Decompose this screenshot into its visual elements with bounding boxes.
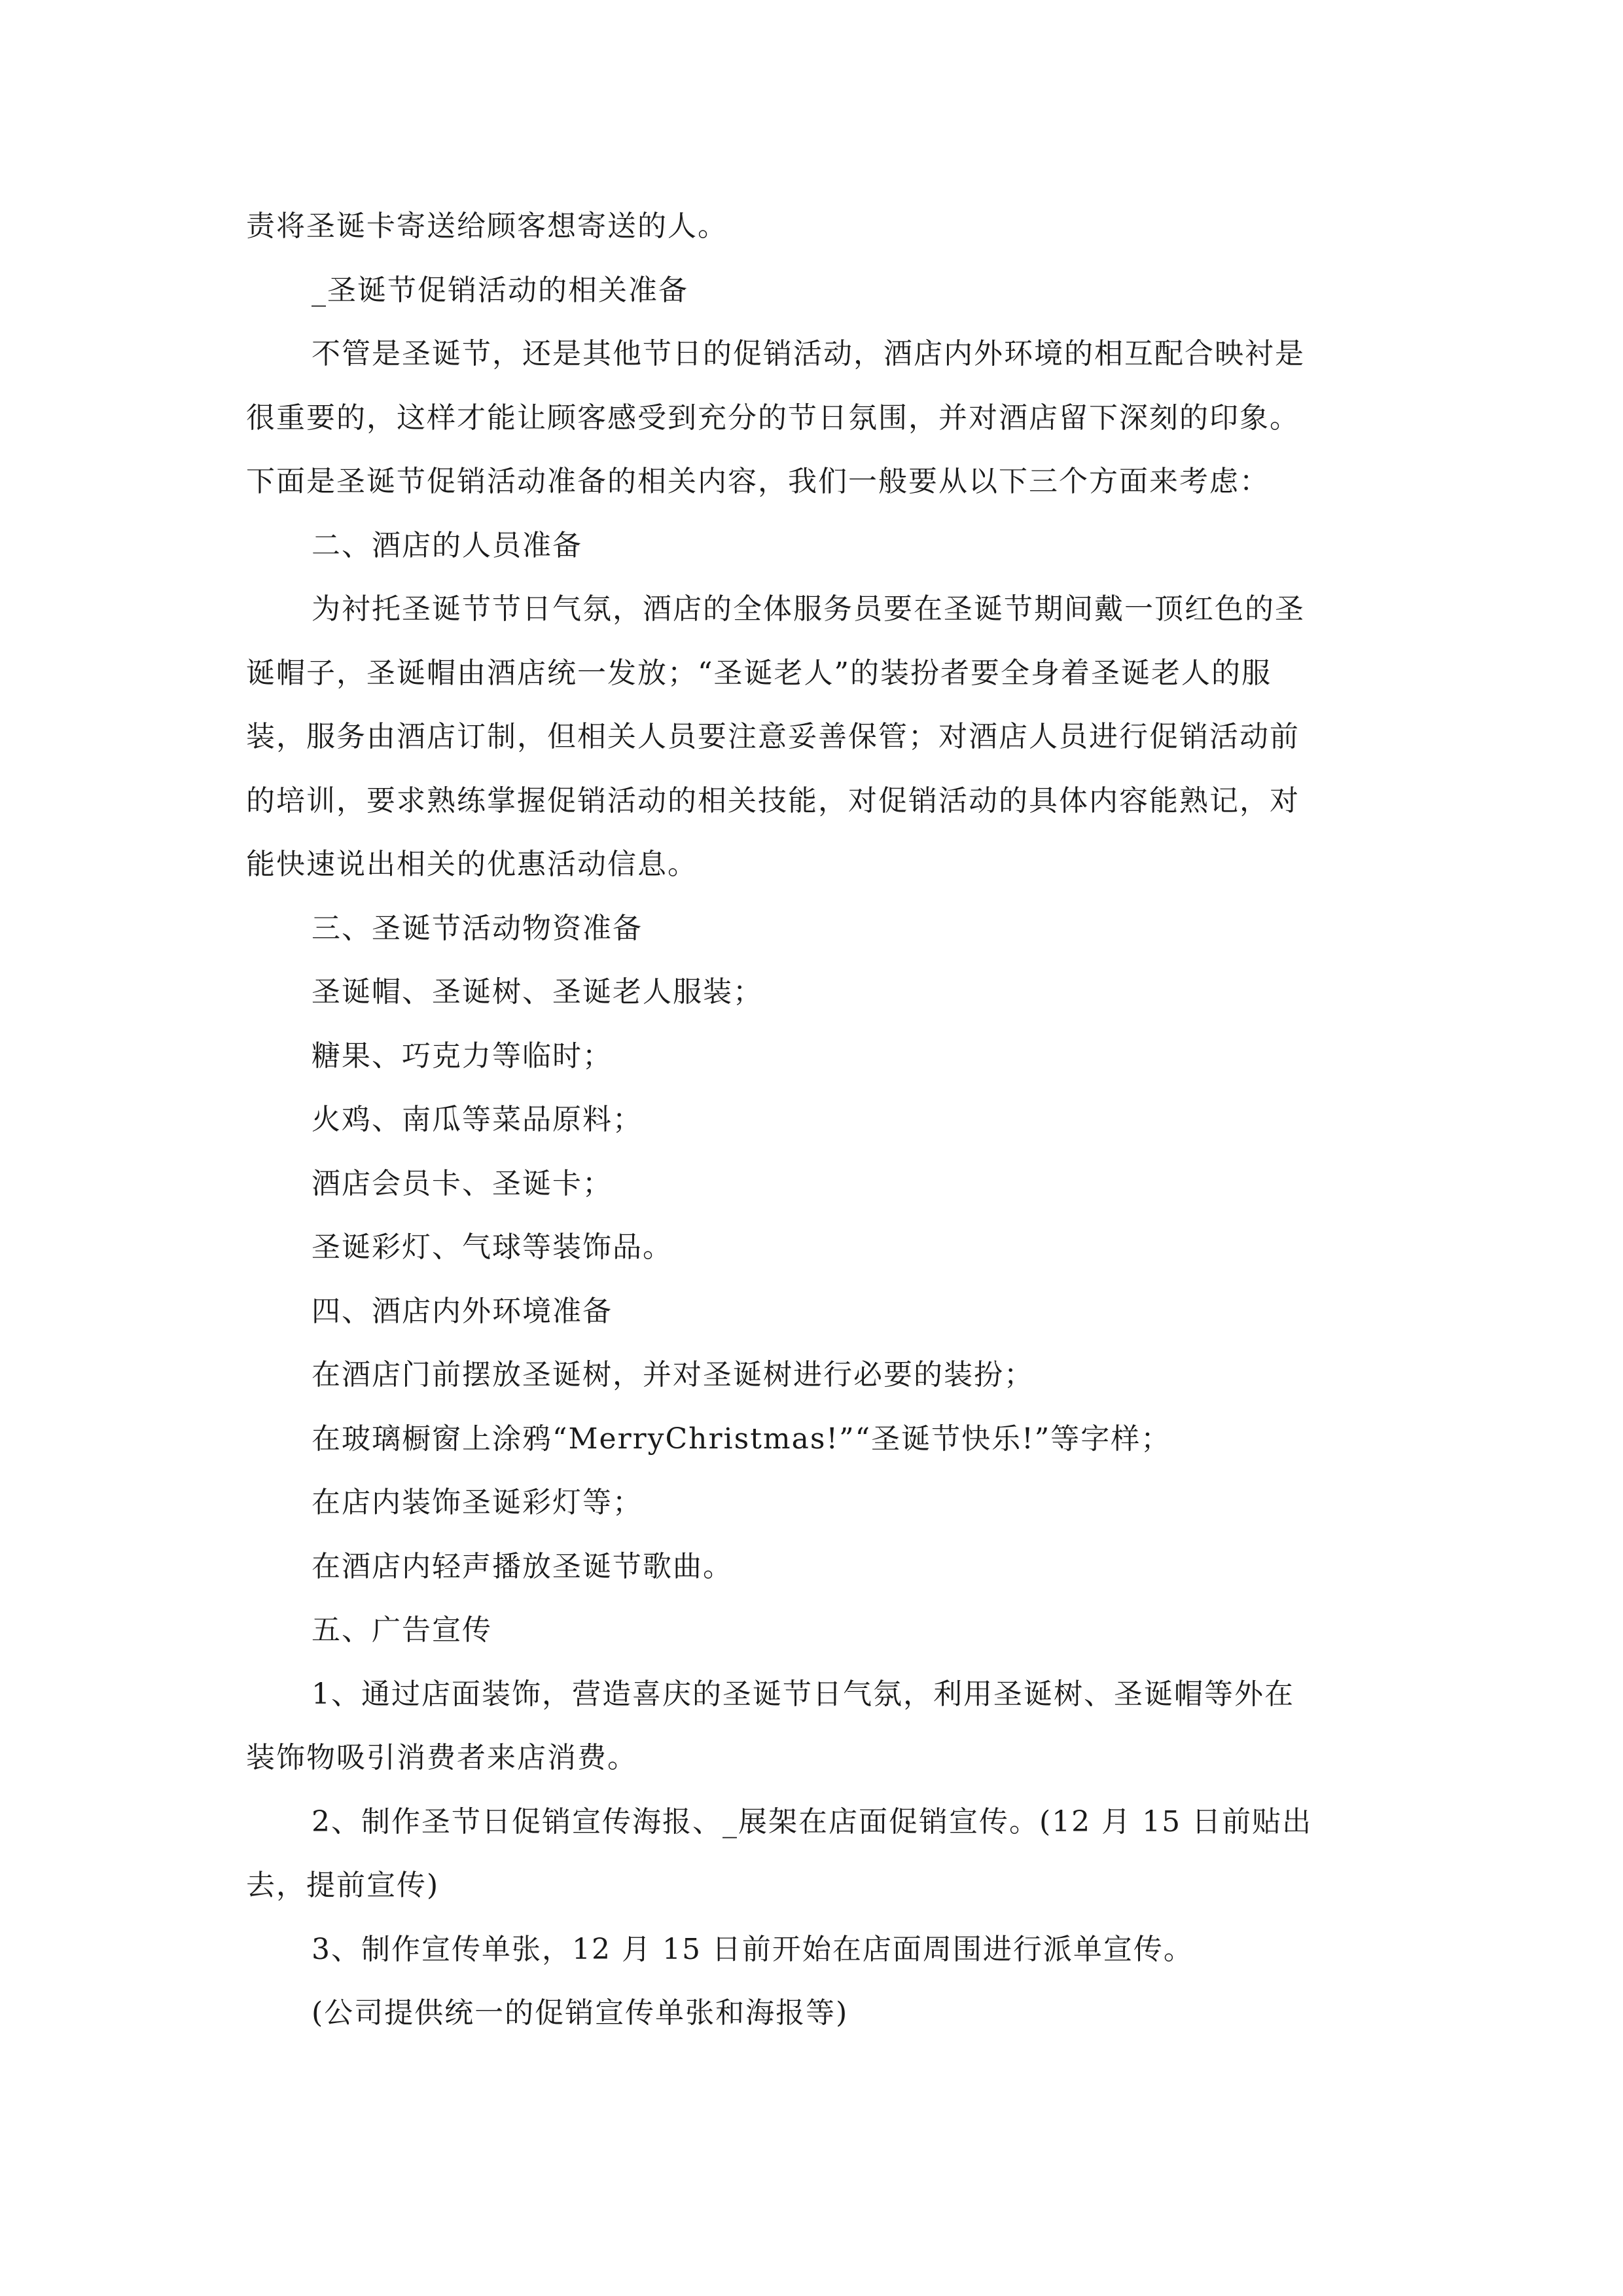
section-heading: 四、酒店内外环境准备 xyxy=(312,1294,613,1328)
text-line: 装，服务由酒店订制，但相关人员要注意妥善保管；对酒店人员进行促销活动前 xyxy=(246,720,1300,753)
list-item: 圣诞帽、圣诞树、圣诞老人服装； xyxy=(312,975,763,1009)
list-item: 火鸡、南瓜等菜品原料； xyxy=(312,1103,643,1136)
document-page xyxy=(246,194,1398,2045)
section-heading: 五、广告宣传 xyxy=(312,1613,492,1647)
text-line: 责将圣诞卡寄送给顾客想寄送的人。 xyxy=(246,209,728,243)
list-item: 在玻璃橱窗上涂鸦“MerryChristmas!”“圣诞节快乐!”等字样； xyxy=(312,1422,1171,1456)
text-line: 1、通过店面装饰，营造喜庆的圣诞节日气氛，利用圣诞树、圣诞帽等外在 xyxy=(312,1677,1294,1711)
text-line: 为衬托圣诞节节日气氛，酒店的全体服务员要在圣诞节期间戴一顶红色的圣 xyxy=(312,592,1305,626)
list-item: 在酒店门前摆放圣诞树，并对圣诞树进行必要的装扮； xyxy=(312,1358,1034,1391)
text-line: 3、制作宣传单张，12 月 15 日前开始在店面周围进行派单宣传。 xyxy=(312,1932,1194,1966)
text-line: 装饰物吸引消费者来店消费。 xyxy=(246,1741,637,1774)
text-line: 不管是圣诞节，还是其他节日的促销活动，酒店内外环境的相互配合映衬是 xyxy=(312,337,1305,370)
text-line: 去，提前宣传) xyxy=(246,1869,440,1902)
section-heading: 二、酒店的人员准备 xyxy=(312,528,582,562)
list-item: 在酒店内轻声播放圣诞节歌曲。 xyxy=(312,1549,733,1583)
text-line: (公司提供统一的促销宣传单张和海报等) xyxy=(312,1996,849,2030)
text-line: 诞帽子，圣诞帽由酒店统一发放；“圣诞老人”的装扮者要全身着圣诞老人的服 xyxy=(246,656,1272,690)
text-line: 的培训，要求熟练掌握促销活动的相关技能，对促销活动的具体内容能熟记，对 xyxy=(246,783,1300,817)
section-heading: 三、圣诞节活动物资准备 xyxy=(312,911,643,945)
list-item: 酒店会员卡、圣诞卡； xyxy=(312,1166,613,1200)
list-item: 圣诞彩灯、气球等装饰品。 xyxy=(312,1230,673,1264)
list-item: 在店内装饰圣诞彩灯等； xyxy=(312,1486,643,1519)
text-line: 2、制作圣节日促销宣传海报、_展架在店面促销宣传。(12 月 15 日前贴出 xyxy=(312,1804,1313,1839)
text-line: 能快速说出相关的优惠活动信息。 xyxy=(246,848,698,881)
list-item: 糖果、巧克力等临时； xyxy=(312,1039,613,1073)
text-line: 很重要的，这样才能让顾客感受到充分的节日氛围，并对酒店留下深刻的印象。 xyxy=(246,401,1300,435)
section-heading: _圣诞节促销活动的相关准备 xyxy=(312,273,688,307)
text-line: 下面是圣诞节促销活动准备的相关内容，我们一般要从以下三个方面来考虑： xyxy=(246,465,1270,498)
